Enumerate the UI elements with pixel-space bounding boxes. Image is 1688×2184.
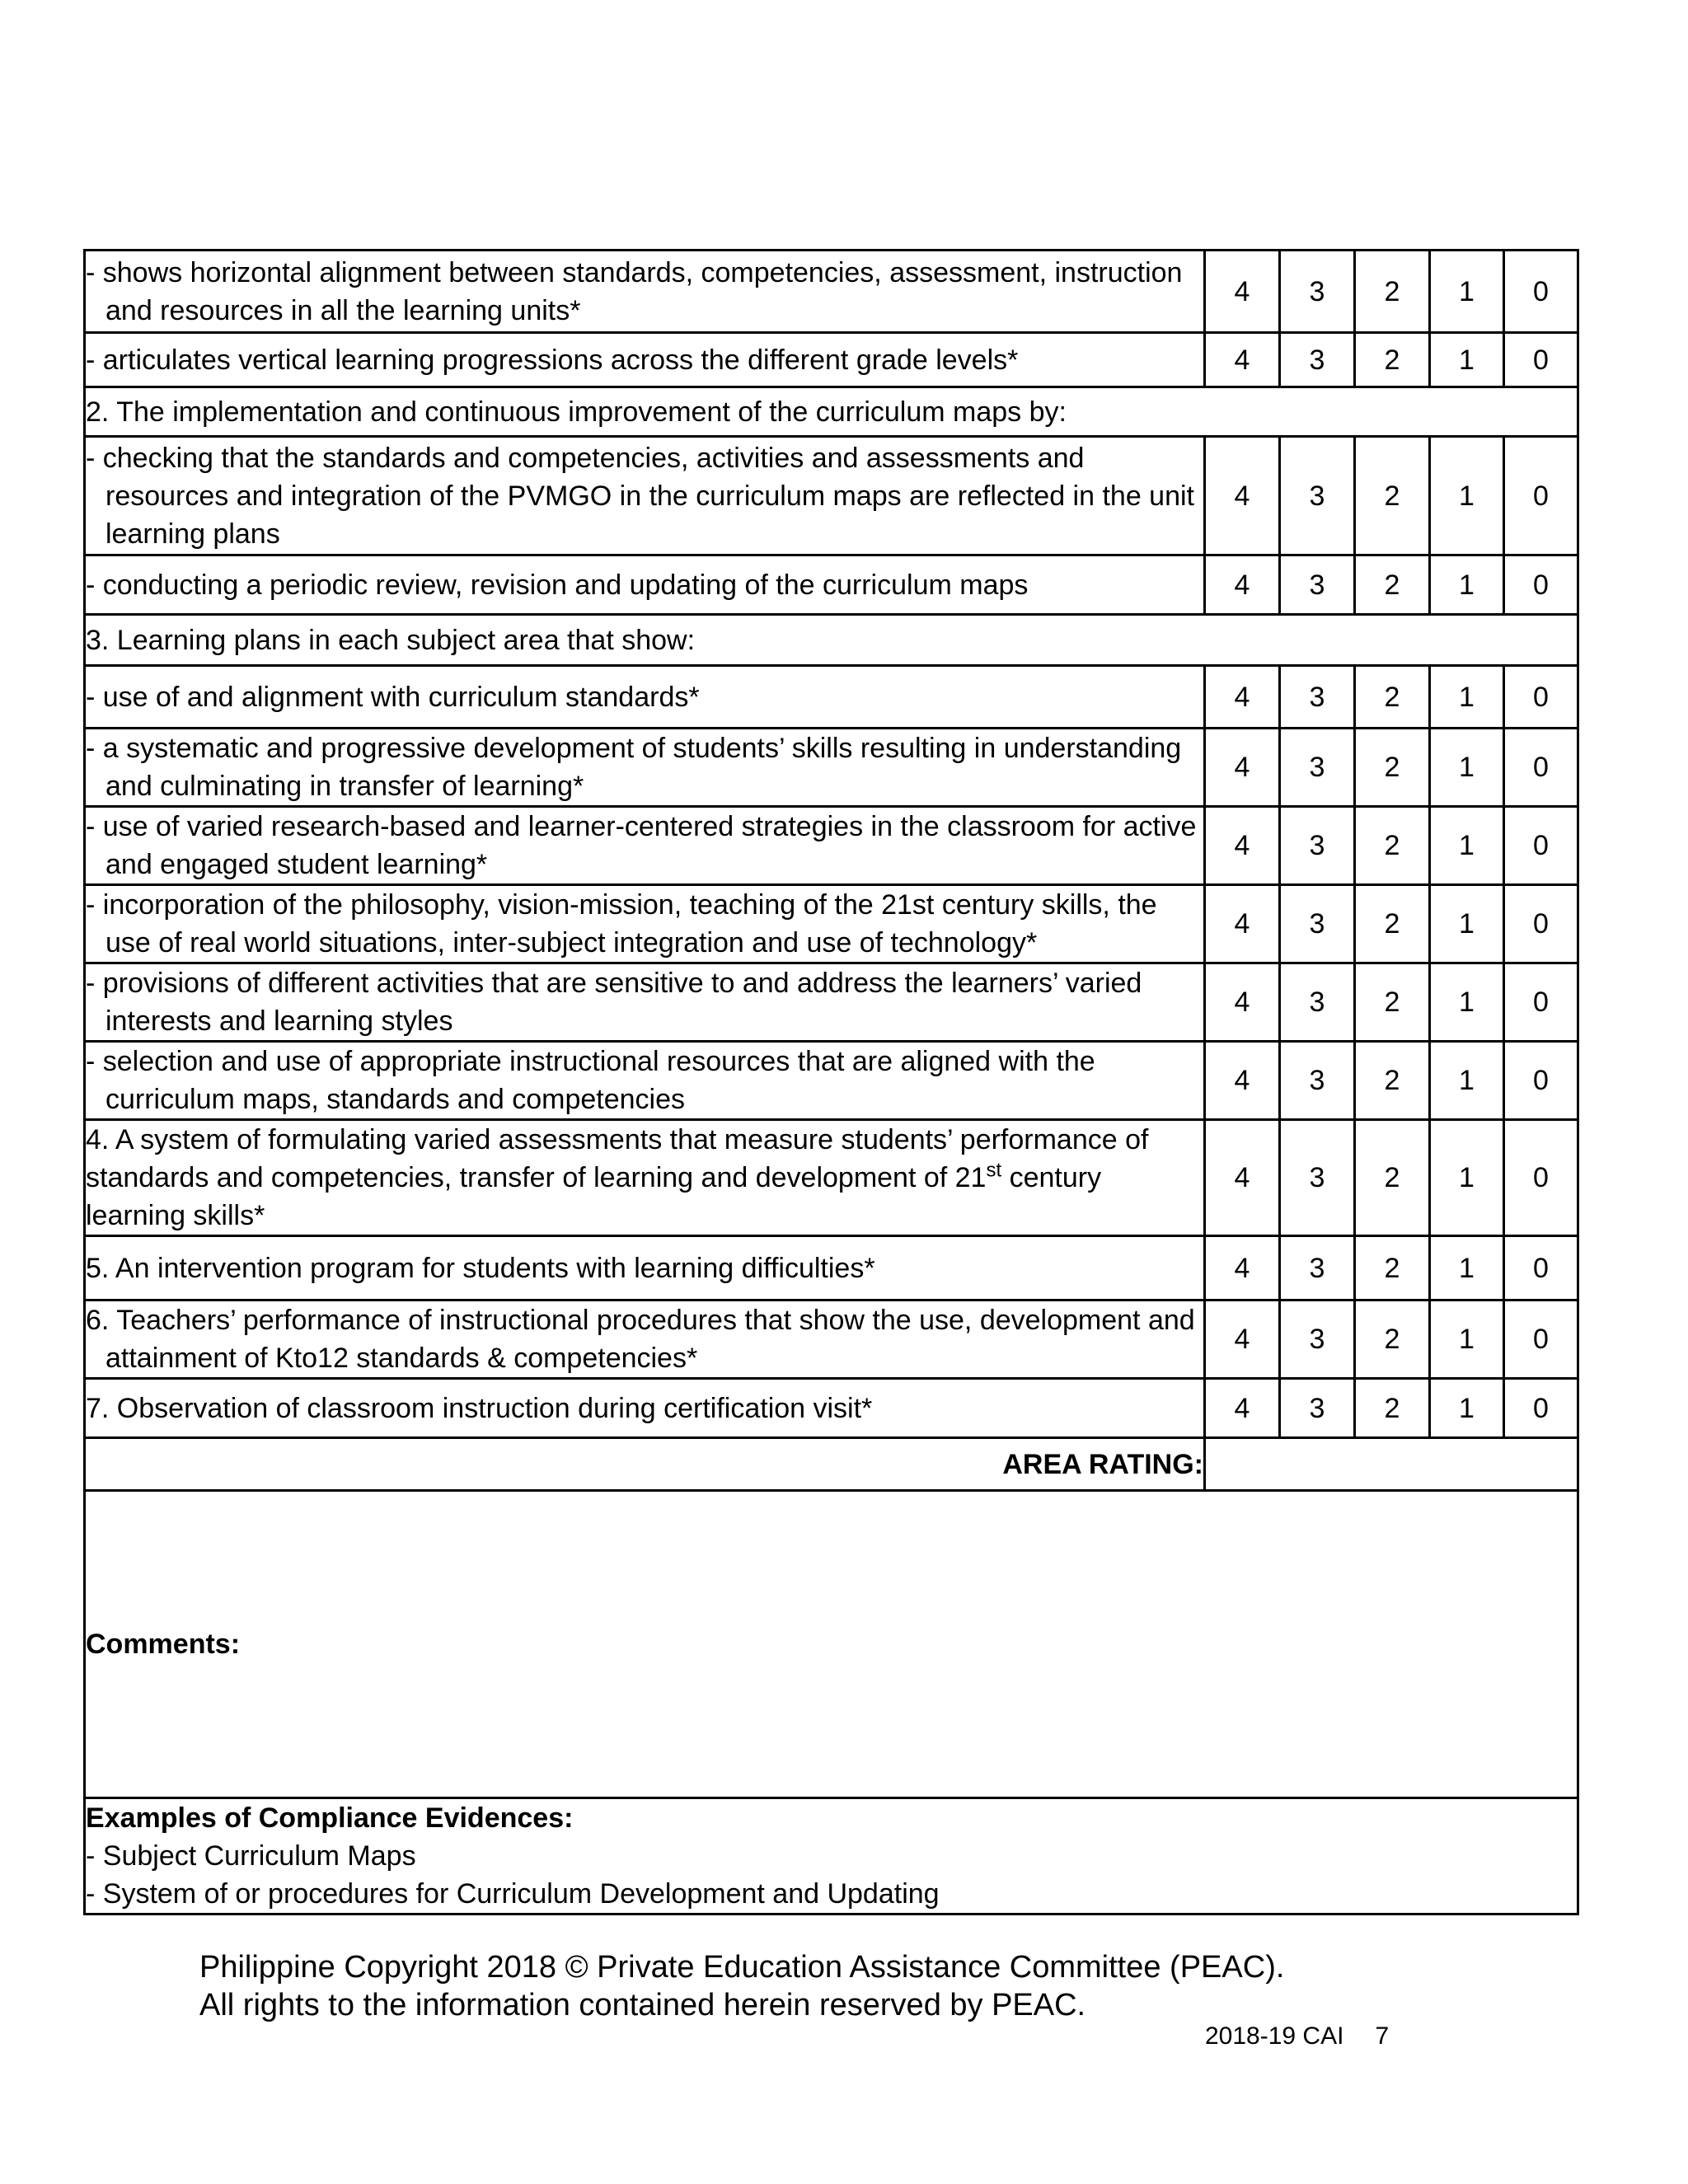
criterion-label: - shows horizontal alignment between standards, competencies, assessment, instruction and resources in all the learning units*	[86, 256, 1183, 326]
comments-row	[85, 1491, 1578, 1798]
score-option-1[interactable]: 1	[1430, 729, 1504, 807]
section-header: 2. The implementation and continuous improvement of the curriculum maps by:	[85, 387, 1578, 437]
score-option-1[interactable]: 1	[1430, 1379, 1504, 1438]
criterion-label: - use of and alignment with curriculum standards*	[86, 681, 700, 713]
criterion-label: - articulates vertical learning progressions across the different grade levels*	[86, 344, 1019, 376]
score-option-1[interactable]: 1	[1430, 885, 1504, 963]
score-option-3[interactable]: 3	[1280, 251, 1355, 333]
score-option-3[interactable]: 3	[1280, 1120, 1355, 1236]
score-option-3[interactable]: 3	[1280, 1301, 1355, 1379]
score-option-2[interactable]: 2	[1355, 1379, 1430, 1438]
score-option-0[interactable]: 0	[1504, 333, 1578, 387]
criterion-row	[85, 333, 1578, 387]
score-option-2[interactable]: 2	[1355, 666, 1430, 729]
criterion-label: - a systematic and progressive development of students’ skills resulting in understanding and culminating in transfer of learning*	[86, 733, 1182, 802]
criterion-label: 6. Teachers’ performance of instructional procedures that show the use, development and attainment of Kto12 standards & competencies*	[86, 1305, 1195, 1374]
criterion-text	[85, 885, 1205, 963]
score-option-0[interactable]: 0	[1504, 1301, 1578, 1379]
score-option-4[interactable]: 4	[1205, 333, 1280, 387]
score-option-0[interactable]: 0	[1504, 1120, 1578, 1236]
score-option-3[interactable]: 3	[1280, 885, 1355, 963]
criterion-text	[85, 807, 1205, 885]
copyright-footer	[199, 1948, 1284, 2024]
criterion-label: - provisions of different activities that are sensitive to and address the learners’ varied interests and learning styles	[86, 968, 1142, 1037]
score-option-0[interactable]: 0	[1504, 1379, 1578, 1438]
criterion-label: 5. An intervention program for students with learning difficulties*	[86, 1252, 875, 1284]
score-option-3[interactable]: 3	[1280, 555, 1355, 615]
comments-label: Comments:	[86, 1629, 241, 1660]
score-option-4[interactable]: 4	[1205, 807, 1280, 885]
score-option-1[interactable]: 1	[1430, 1301, 1504, 1379]
criterion-text	[85, 1042, 1205, 1120]
score-option-0[interactable]: 0	[1504, 1236, 1578, 1301]
comments-box[interactable]	[85, 1491, 1578, 1798]
page-number: 7	[1375, 2022, 1390, 2050]
criterion-row	[85, 1236, 1578, 1301]
criterion-row	[85, 963, 1578, 1042]
examples-heading: Examples of Compliance Evidences:	[86, 1802, 574, 1834]
criterion-label: - use of varied research-based and learner-centered strategies in the classroom for active and engaged student learning*	[86, 811, 1197, 880]
score-option-4[interactable]: 4	[1205, 1236, 1280, 1301]
score-option-0[interactable]: 0	[1504, 885, 1578, 963]
score-option-4[interactable]: 4	[1205, 729, 1280, 807]
score-option-4[interactable]: 4	[1205, 1379, 1280, 1438]
score-option-1[interactable]: 1	[1430, 1236, 1504, 1301]
score-option-1[interactable]: 1	[1430, 251, 1504, 333]
document-code: 2018-19 CAI	[1205, 2022, 1344, 2050]
score-option-1[interactable]: 1	[1430, 807, 1504, 885]
criterion-row	[85, 251, 1578, 333]
criterion-text	[85, 251, 1205, 333]
criterion-label: - selection and use of appropriate instructional resources that are aligned with the curriculum maps, standards and competencies	[86, 1046, 1095, 1115]
score-option-2[interactable]: 2	[1355, 251, 1430, 333]
criterion-text	[85, 1379, 1205, 1438]
criterion-text-part: century learning skills*	[86, 1162, 1102, 1231]
score-option-1[interactable]: 1	[1430, 963, 1504, 1042]
criterion-label: - checking that the standards and competencies, activities and assessments and resources and integration of the PVMGO in the curriculum maps are reflected in the unit learning plans	[86, 442, 1194, 550]
score-option-4[interactable]: 4	[1205, 251, 1280, 333]
examples-box	[85, 1798, 1578, 1915]
criterion-row	[85, 1042, 1578, 1120]
criterion-label: - incorporation of the philosophy, vision-mission, teaching of the 21st century skills, the use of real world situations, inter-subject integration and use of technology*	[86, 889, 1157, 958]
score-option-4[interactable]: 4	[1205, 963, 1280, 1042]
score-option-3[interactable]: 3	[1280, 1236, 1355, 1301]
area-rating-label: AREA RATING:	[85, 1438, 1205, 1491]
score-option-3[interactable]: 3	[1280, 666, 1355, 729]
score-option-2[interactable]: 2	[1355, 1236, 1430, 1301]
score-option-1[interactable]: 1	[1430, 1120, 1504, 1236]
score-option-2[interactable]: 2	[1355, 1301, 1430, 1379]
criterion-row	[85, 1120, 1578, 1236]
rights-line: All rights to the information contained herein reserved by PEAC.	[199, 1988, 1086, 2022]
score-option-1[interactable]: 1	[1430, 1042, 1504, 1120]
score-option-0[interactable]: 0	[1504, 666, 1578, 729]
score-option-1[interactable]: 1	[1430, 437, 1504, 555]
score-option-3[interactable]: 3	[1280, 437, 1355, 555]
criterion-text-part: 4. A system of formulating varied assessments that measure students’ performance of standards and competencies, transfer of learning and development of 21	[86, 1124, 1149, 1193]
criterion-label: - conducting a periodic review, revision and updating of the curriculum maps	[86, 569, 1029, 601]
score-option-4[interactable]: 4	[1205, 555, 1280, 615]
score-option-3[interactable]: 3	[1280, 807, 1355, 885]
score-option-0[interactable]: 0	[1504, 807, 1578, 885]
score-option-4[interactable]: 4	[1205, 1042, 1280, 1120]
criterion-text	[85, 1236, 1205, 1301]
section-header-row	[85, 387, 1578, 437]
score-option-2[interactable]: 2	[1355, 333, 1430, 387]
score-option-2[interactable]: 2	[1355, 1042, 1430, 1120]
area-rating-row	[85, 1438, 1578, 1491]
criterion-text	[85, 1301, 1205, 1379]
criterion-row	[85, 1301, 1578, 1379]
criterion-text	[85, 437, 1205, 555]
score-option-3[interactable]: 3	[1280, 963, 1355, 1042]
criterion-text	[85, 333, 1205, 387]
score-option-3[interactable]: 3	[1280, 729, 1355, 807]
score-option-3[interactable]: 3	[1280, 1379, 1355, 1438]
score-option-0[interactable]: 0	[1504, 963, 1578, 1042]
score-option-4[interactable]: 4	[1205, 885, 1280, 963]
criterion-row	[85, 1379, 1578, 1438]
score-option-2[interactable]: 2	[1355, 555, 1430, 615]
examples-row	[85, 1798, 1578, 1915]
criterion-row	[85, 437, 1578, 555]
score-option-2[interactable]: 2	[1355, 807, 1430, 885]
criterion-text	[85, 555, 1205, 615]
criterion-row	[85, 807, 1578, 885]
score-option-1[interactable]: 1	[1430, 555, 1504, 615]
score-option-4[interactable]: 4	[1205, 437, 1280, 555]
score-option-1[interactable]: 1	[1430, 333, 1504, 387]
criterion-label: 7. Observation of classroom instruction during certification visit*	[86, 1392, 873, 1424]
rubric-table	[83, 249, 1579, 1915]
score-option-0[interactable]: 0	[1504, 1042, 1578, 1120]
criterion-text	[85, 666, 1205, 729]
examples-item: - Subject Curriculum Maps	[86, 1840, 416, 1872]
rubric-body	[85, 251, 1578, 1438]
criterion-row	[85, 555, 1578, 615]
criterion-text	[85, 963, 1205, 1042]
score-option-0[interactable]: 0	[1504, 251, 1578, 333]
score-option-3[interactable]: 3	[1280, 333, 1355, 387]
criterion-row	[85, 885, 1578, 963]
area-rating-value[interactable]	[1205, 1438, 1578, 1491]
score-option-3[interactable]: 3	[1280, 1042, 1355, 1120]
copyright-line: Philippine Copyright 2018 © Private Education Assistance Committee (PEAC).	[199, 1950, 1285, 1985]
criterion-row	[85, 729, 1578, 807]
score-option-2[interactable]: 2	[1355, 963, 1430, 1042]
score-option-0[interactable]: 0	[1504, 437, 1578, 555]
score-option-4[interactable]: 4	[1205, 666, 1280, 729]
section-header: 3. Learning plans in each subject area that show:	[85, 615, 1578, 666]
score-option-2[interactable]: 2	[1355, 729, 1430, 807]
page-footer	[1205, 2022, 1389, 2050]
score-option-2[interactable]: 2	[1355, 1120, 1430, 1236]
superscript: st	[986, 1159, 1002, 1182]
score-option-2[interactable]: 2	[1355, 885, 1430, 963]
criterion-text	[85, 1120, 1205, 1236]
score-option-4[interactable]: 4	[1205, 1301, 1280, 1379]
score-option-1[interactable]: 1	[1430, 666, 1504, 729]
section-header-row	[85, 615, 1578, 666]
criterion-text	[85, 729, 1205, 807]
examples-item: - System of or procedures for Curriculum Development and Updating	[86, 1878, 940, 1910]
criterion-row	[85, 666, 1578, 729]
score-option-0[interactable]: 0	[1504, 555, 1578, 615]
score-option-0[interactable]: 0	[1504, 729, 1578, 807]
score-option-4[interactable]: 4	[1205, 1120, 1280, 1236]
rubric-sheet	[83, 249, 1577, 1915]
score-option-2[interactable]: 2	[1355, 437, 1430, 555]
